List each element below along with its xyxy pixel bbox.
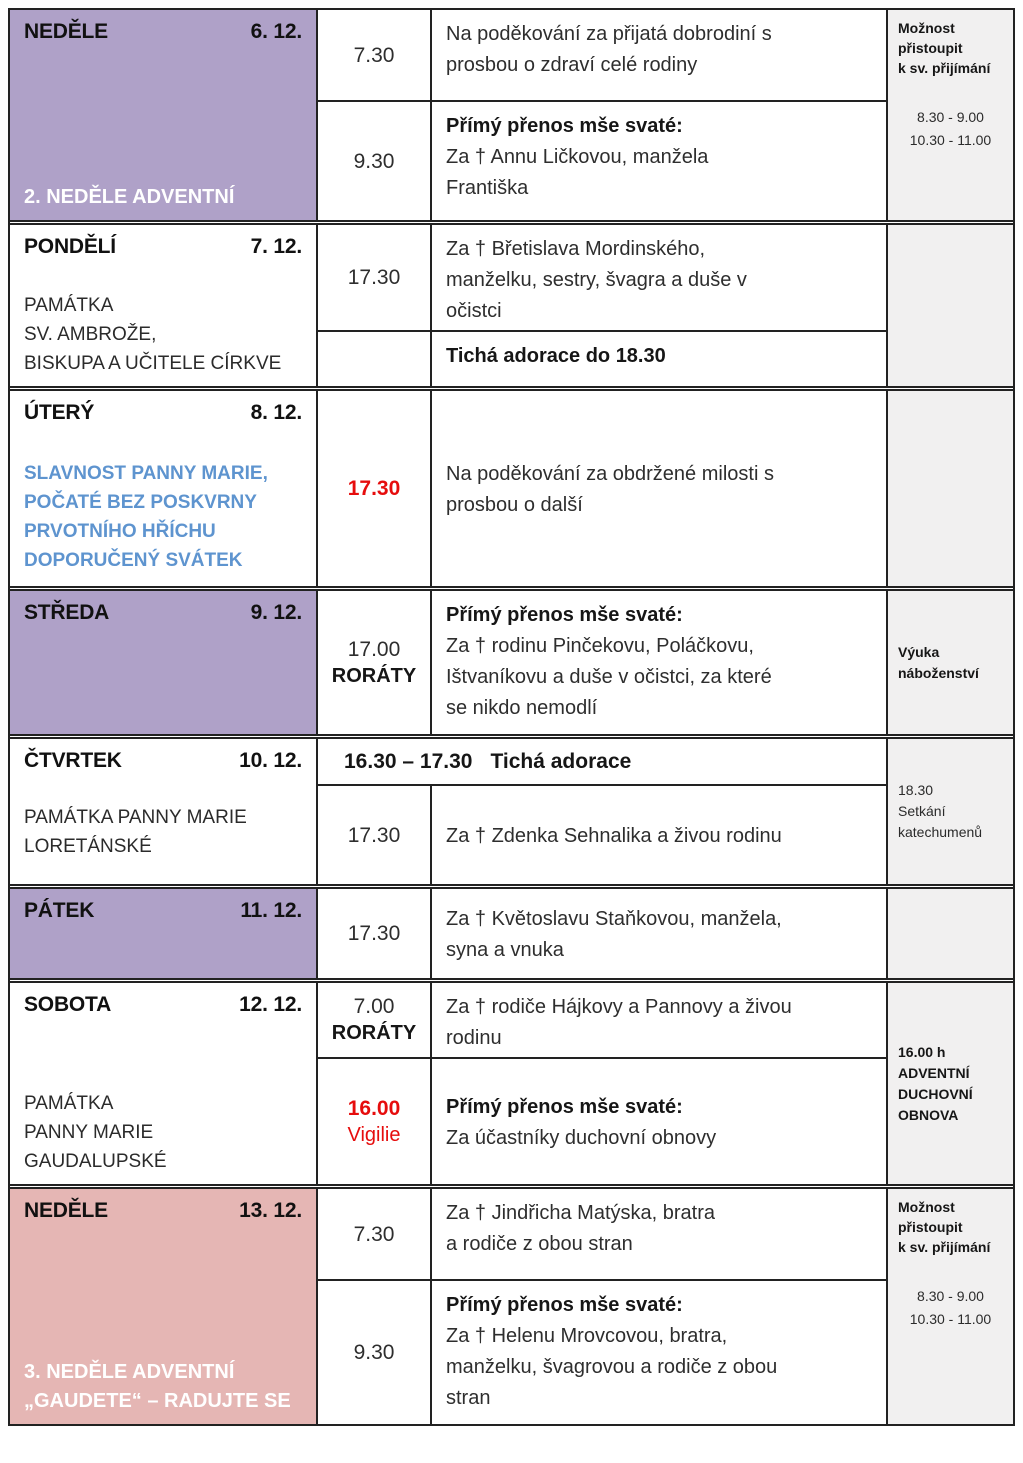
intention-cell <box>430 889 886 978</box>
day-row-patek-11-12 <box>10 884 1013 978</box>
day-cell <box>10 889 316 978</box>
day-name: ČTVRTEK <box>24 749 122 772</box>
time-cell <box>316 889 430 978</box>
note-cell-empty <box>886 225 1013 386</box>
feast-line: PAMÁTKA <box>24 1093 114 1114</box>
note-cell-empty <box>886 391 1013 586</box>
intention-line: syna a vnuka <box>446 939 564 961</box>
note-line: 8.30 - 9.00 <box>917 109 984 125</box>
time-cell <box>316 1279 430 1424</box>
intention-cell <box>430 10 886 100</box>
day-date: 6. 12. <box>250 20 302 43</box>
mass-time-label: RORÁTY <box>331 1022 417 1044</box>
adoration-label: Tichá adorace <box>490 749 632 773</box>
intention-cell <box>430 1057 886 1184</box>
intention-line: Františka <box>446 177 529 199</box>
note-head <box>898 18 1003 78</box>
note-line: přistoupit <box>898 1219 963 1235</box>
intention-line: Za † Helenu Mrovcovou, bratra, <box>446 1325 728 1347</box>
mass-time: 7.30 <box>353 43 395 67</box>
note-times <box>898 1285 1003 1331</box>
day-cell <box>10 225 316 386</box>
feast-block <box>24 291 302 378</box>
intention-line: Za † Břetislava Mordinského, <box>446 238 706 260</box>
mass-time: 16.00 <box>347 1096 401 1120</box>
intention-line: Za † Annu Ličkovou, manžela <box>446 146 709 168</box>
day-name: SOBOTA <box>24 993 112 1016</box>
intention-head: Přímý přenos mše svaté: <box>446 1096 683 1118</box>
feast-line: GAUDALUPSKÉ <box>24 1151 167 1172</box>
feast-line: SV. AMBROŽE, <box>24 324 157 345</box>
intention-head: Přímý přenos mše svaté: <box>446 1294 683 1316</box>
intention-head: Přímý přenos mše svaté: <box>446 604 683 626</box>
feast-line: PAMÁTKA PANNY MARIE <box>24 807 247 828</box>
day-date: 13. 12. <box>239 1199 302 1222</box>
day-row-ctvrtek-10-12 <box>10 734 1013 884</box>
day-footer-line: 2. NEDĚLE ADVENTNÍ <box>24 186 235 208</box>
note-line: Možnost <box>898 1199 955 1215</box>
intention-line: Za účastníky duchovní obnovy <box>446 1127 717 1149</box>
mass-time: 17.30 <box>347 266 401 289</box>
feast-line: BISKUPA A UČITELE CÍRKVE <box>24 353 282 374</box>
note-times <box>898 106 1003 152</box>
note-line: náboženství <box>898 664 979 681</box>
intention-line: Ištvaníkovu a duše v očistci, za které <box>446 666 772 688</box>
time-cell <box>316 591 430 734</box>
time-cell <box>316 1189 430 1279</box>
note-line: 8.30 - 9.00 <box>917 1288 984 1304</box>
mass-time: 9.30 <box>353 1341 395 1364</box>
intention-cell <box>430 1279 886 1424</box>
intention-head: Přímý přenos mše svaté: <box>446 115 683 137</box>
adoration-cell <box>316 739 886 784</box>
day-row-pondeli-7-12 <box>10 220 1013 386</box>
day-date: 10. 12. <box>239 749 302 772</box>
time-cell <box>316 330 430 386</box>
day-row-utery-8-12 <box>10 386 1013 586</box>
day-cell <box>10 739 316 884</box>
day-name: NEDĚLE <box>24 20 108 43</box>
note-cell <box>886 10 1013 220</box>
intention-cell <box>430 391 886 586</box>
day-name: ÚTERÝ <box>24 401 95 424</box>
feast-line: SLAVNOST PANNY MARIE, <box>24 463 268 484</box>
intention-cell <box>430 100 886 220</box>
day-name: PONDĚLÍ <box>24 235 116 258</box>
day-name: PÁTEK <box>24 899 95 922</box>
note-line: 18.30 <box>898 782 934 798</box>
intention-cell <box>430 591 886 734</box>
intention-line: Za † rodiče Hájkovy a Pannovy a živou <box>446 996 792 1018</box>
time-cell <box>316 983 430 1057</box>
day-cell <box>10 591 316 734</box>
mass-schedule-table <box>8 8 1015 1426</box>
intention-line: Za † rodinu Pinčekovu, Poláčkovu, <box>446 635 754 657</box>
intention-line: se nikdo nemodlí <box>446 697 598 719</box>
note-head <box>898 1197 1003 1257</box>
mass-time: 9.30 <box>353 149 395 173</box>
mass-time: 17.00 <box>347 637 401 661</box>
intention-line: manželku, sestry, švagra a duše v <box>446 269 747 291</box>
intention-cell <box>430 225 886 330</box>
intention-cell <box>430 784 886 884</box>
mass-time: 7.00 <box>353 995 395 1018</box>
intention-line: Za † Květoslavu Staňkovou, manžela, <box>446 908 782 930</box>
note-line: 10.30 - 11.00 <box>909 132 992 148</box>
time-cell <box>316 10 430 100</box>
intention-cell <box>430 330 886 386</box>
time-cell <box>316 391 430 586</box>
feast-block <box>24 459 302 575</box>
mass-time-label: RORÁTY <box>331 664 417 687</box>
intention-line: Za † Jindřicha Matýska, bratra <box>446 1202 715 1224</box>
day-header <box>24 20 302 44</box>
intention-line: prosbou o další <box>446 494 583 516</box>
day-header <box>24 235 302 259</box>
day-date: 9. 12. <box>250 601 302 624</box>
note-line: DUCHOVNÍ <box>898 1085 973 1102</box>
day-name: NEDĚLE <box>24 1199 108 1222</box>
mass-time: 17.30 <box>347 922 401 945</box>
intention-line: manželku, švagrovou a rodiče z obou <box>446 1356 778 1378</box>
note-cell <box>886 591 1013 734</box>
feast-block <box>24 803 302 861</box>
day-footer <box>24 183 302 212</box>
day-header <box>24 993 302 1017</box>
intention-line: Na poděkování za přijatá dobrodiní s <box>446 23 772 45</box>
day-row-streda-9-12 <box>10 586 1013 734</box>
day-cell <box>10 1189 316 1424</box>
feast-line: POČATÉ BEZ POSKVRNY <box>24 492 257 513</box>
day-footer <box>24 1358 302 1416</box>
intention-line: očistci <box>446 300 502 322</box>
day-row-nedele-13-12 <box>10 1184 1013 1424</box>
feast-line: LORETÁNSKÉ <box>24 836 152 857</box>
day-header <box>24 401 302 425</box>
feast-line: PRVOTNÍHO HŘÍCHU <box>24 521 216 542</box>
day-header <box>24 601 302 625</box>
feast-line: DOPORUČENÝ SVÁTEK <box>24 550 243 571</box>
mass-time: 17.30 <box>347 477 401 500</box>
intention-line: prosbou o zdraví celé rodiny <box>446 54 698 76</box>
day-date: 8. 12. <box>250 401 302 424</box>
note-line: katechumenů <box>898 824 983 840</box>
note-line: OBNOVA <box>898 1106 959 1123</box>
note-line: 10.30 - 11.00 <box>909 1311 992 1327</box>
day-cell <box>10 391 316 586</box>
day-row-nedele-6-12 <box>10 10 1013 220</box>
day-row-sobota-12-12 <box>10 978 1013 1184</box>
adoration-range: 16.30 – 17.30 <box>344 749 473 773</box>
note-line: Výuka <box>898 643 940 660</box>
feast-line: PAMÁTKA <box>24 295 114 316</box>
note-line: ADVENTNÍ <box>898 1064 970 1081</box>
intention-line: rodinu <box>446 1027 502 1049</box>
day-name: STŘEDA <box>24 601 110 624</box>
intention-cell <box>430 1189 886 1279</box>
note-line: přistoupit <box>898 40 963 56</box>
time-cell <box>316 1057 430 1184</box>
feast-block <box>24 1089 302 1176</box>
day-date: 11. 12. <box>240 899 302 922</box>
feast-line: PANNY MARIE <box>24 1122 154 1143</box>
day-date: 7. 12. <box>250 235 302 258</box>
intention-line: stran <box>446 1387 491 1409</box>
note-cell <box>886 739 1013 884</box>
intention-line: a rodiče z obou stran <box>446 1233 633 1255</box>
note-line: 16.00 h <box>898 1043 946 1060</box>
day-header <box>24 1199 302 1223</box>
day-header <box>24 749 302 773</box>
mass-time-label: Vigilie <box>347 1123 401 1146</box>
day-footer-line: 3. NEDĚLE ADVENTNÍ <box>24 1361 235 1383</box>
intention-cell <box>430 983 886 1057</box>
note-line: Možnost <box>898 20 955 36</box>
time-cell <box>316 100 430 220</box>
day-cell <box>10 983 316 1184</box>
note-cell-empty <box>886 889 1013 978</box>
intention-line: Na poděkování za obdržené milosti s <box>446 463 774 485</box>
day-date: 12. 12. <box>239 993 302 1016</box>
intention-head: Tichá adorace do 18.30 <box>446 345 666 367</box>
note-cell <box>886 1189 1013 1424</box>
note-line: k sv. přijímání <box>898 1239 991 1255</box>
mass-time: 7.30 <box>353 1222 395 1246</box>
time-cell <box>316 784 430 884</box>
note-line: k sv. přijímání <box>898 60 991 76</box>
note-line: Setkání <box>898 803 946 819</box>
day-footer-line: „GAUDETE“ – RADUJTE SE <box>24 1390 291 1412</box>
note-cell <box>886 983 1013 1184</box>
day-cell <box>10 10 316 220</box>
mass-time: 17.30 <box>347 823 401 847</box>
time-cell <box>316 225 430 330</box>
day-header <box>24 899 302 923</box>
intention-line: Za † Zdenka Sehnalika a živou rodinu <box>446 825 782 847</box>
